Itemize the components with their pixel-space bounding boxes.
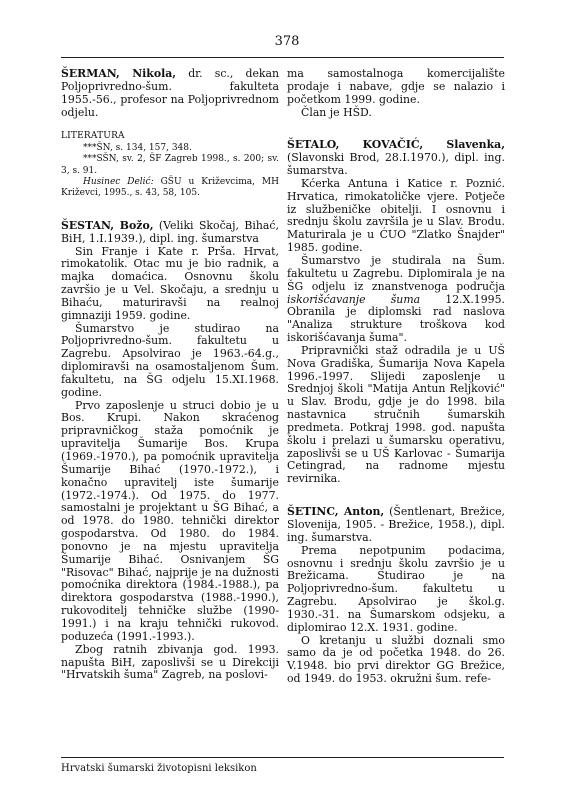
paragraph-text: Šumarstvo je studirala na Šum. fakultetu u Zagrebu. Diplomirala je na ŠG odjelu iz znanstvenoga područja bbox=[287, 253, 505, 293]
entry-setinc-header bbox=[287, 506, 505, 545]
right-column bbox=[287, 68, 505, 686]
paragraph: Pripravnički staž odradila je u UŠ Nova Gradiška, Šumarija Nova Kapela 1996.-1997. Slijedi zaposlenje u Srednjoj školi "Matija Antun Reljković" u Slav. Brodu, gdje je do 1998. bila nastavnica stručnih šumarskih predmeta. Potkraj 1998. god. napušta školu i prelazi u šumarsku operativu, zaposlivši se u UŠ Karlovac - Šumarija Cetingrad, na radnome mjestu revirnika. bbox=[287, 343, 505, 486]
literature-author: Husinec Delić: bbox=[83, 177, 154, 187]
entry-text: (Slavonski Brod, 28.I.1970.), dipl. ing. šumarstva. bbox=[287, 151, 505, 178]
paragraph-text: 12.X.1995. Obranila je diplomski rad naslova "Analiza strukture troškova kod iskorišćavanja šuma". bbox=[287, 292, 505, 345]
footer-rule bbox=[61, 757, 504, 758]
entry-name: ŠETALO, KOVAČIĆ, Slavenka, bbox=[287, 138, 505, 152]
entry-text: (Veliki Skočaj, Bihać, BiH, 1.I.1939.), dipl. ing. šumarstva bbox=[61, 218, 279, 245]
literature-item bbox=[61, 177, 279, 200]
paragraph: Sin Franje i Kate r. Prša. Hrvat, rimokatolik. Otac mu je bio radnik, a majka domaćica. Osnovnu školu završio je u Vel. Skočaju, a srednju u Bihaću, maturiravši na realnoj gimnaziji 1959. godine. bbox=[61, 244, 279, 322]
literature-item: ***SŠN, sv. 2, ŠF Zagreb 1998., s. 200; sv. 3, s. 91. bbox=[61, 154, 279, 176]
literature-text: GŠU u Križevcima, MH Križevci, 1995., s. 43, 58, 105. bbox=[61, 177, 279, 199]
entry-name: ŠETINC, Anton, bbox=[287, 505, 385, 519]
paragraph-italic: iskorišćavanje šuma bbox=[287, 292, 421, 306]
page-number: 378 bbox=[274, 34, 300, 49]
paragraph: Šumarstvo je studirao na Poljoprivredno-šum. fakultetu u Zagrebu. Apsolvirao je 1963.-64.g., diplomiravši na osamostaljenom Šum. fakultetu, na ŠG odjelu 15.XI.1968. godine. bbox=[61, 321, 279, 399]
paragraph: Kćerka Antuna i Katice r. Poznić. Hrvatica, rimokatoličke vjere. Potječe iz službeničke obitelji. I osnovnu i srednju školu završila je u Slav. Brodu. Maturirala je u ĆUO "Zlatko Šnajder" 1985. godine. bbox=[287, 176, 505, 255]
paragraph: Prvo zaposlenje u struci dobio je u Bos. Krupi. Nakon skraćenog pripravničkog staža pomoćnik je upravitelja Šumarije Bos. Krupa (1969.-1970.), pa pomoćnik upravitelja Šumarije Bihać (1970.-1972.), i konačno upravitelj iste šumarije (1972.-1974.). Od 1975. do 1977. samostalni je projektant u ŠG Bihać, a od 1978. do 1980. tehnički direktor gospodarstva. Od 1980. do 1984. ponovno je na mjestu upravitelja Šumarije Bihać. Osnivanjem ŠG "Risovac" Bihać, najprije je na dužnosti pomoćnika direktora (1984.-1988.), pa direktora gospodarstva (1988.-1990.), rukovoditelj tehničke službe (1990-1991.) i na kraju tehnički rukovod. poduzeća (1991.-1993.). bbox=[61, 398, 279, 643]
entry-sestan-header bbox=[61, 220, 279, 246]
entry-text: (Šentlenart, Brežice, Slovenija, 1905. - Brežice, 1958.), dipl. ing. šumarstva. bbox=[287, 505, 505, 544]
entry-serman bbox=[61, 68, 279, 119]
left-column bbox=[61, 68, 279, 682]
entry-name: ŠERMAN, Nikola, bbox=[61, 67, 177, 80]
membership-text: Član je HŠD. bbox=[301, 105, 372, 119]
header-rule bbox=[61, 57, 504, 58]
literature-heading: LITERATURA bbox=[61, 131, 125, 142]
entry-setalo-header bbox=[287, 139, 505, 178]
literature-block bbox=[61, 131, 279, 199]
paragraph: O kretanju u službi doznali smo samo da je od početka 1948. do 26. V.1948. bio prvi direktor GG Brežice, od 1949. do 1953. okružni šum. refe- bbox=[287, 633, 505, 686]
literature-item: ***ŠN, s. 134, 157, 348. bbox=[83, 142, 192, 153]
paragraph bbox=[287, 255, 505, 345]
entry-text: dr. sc., dekan Poljoprivredno-šum. fakulteta 1955.-56., profesor na Poljoprivrednom odjelu. bbox=[61, 67, 279, 119]
footer-text: Hrvatski šumarski životopisni leksikon bbox=[61, 763, 257, 774]
paragraph: Prema nepotpunim podacima, osnovnu i srednju školu završio je u Brežicama. Studirao je na Poljoprivredno-šum. fakultetu u Zagrebu. Apsolvirao je škol.g. 1930.-31. na Šumarskom odsjeku, a diplomirao 12.X. 1931. godine. bbox=[287, 543, 505, 634]
entry-name: ŠESTAN, Božo, bbox=[61, 218, 154, 232]
paragraph: Zbog ratnih zbivanja god. 1993. napušta BiH, zaposlivši se u Direkciji "Hrvatskih šuma" Zagreb, na poslovi- bbox=[61, 642, 279, 682]
continuation-text: ma samostalnoga komercijalište prodaje i nabave, gdje se nalazio i početkom 1999. godine. bbox=[287, 67, 505, 106]
